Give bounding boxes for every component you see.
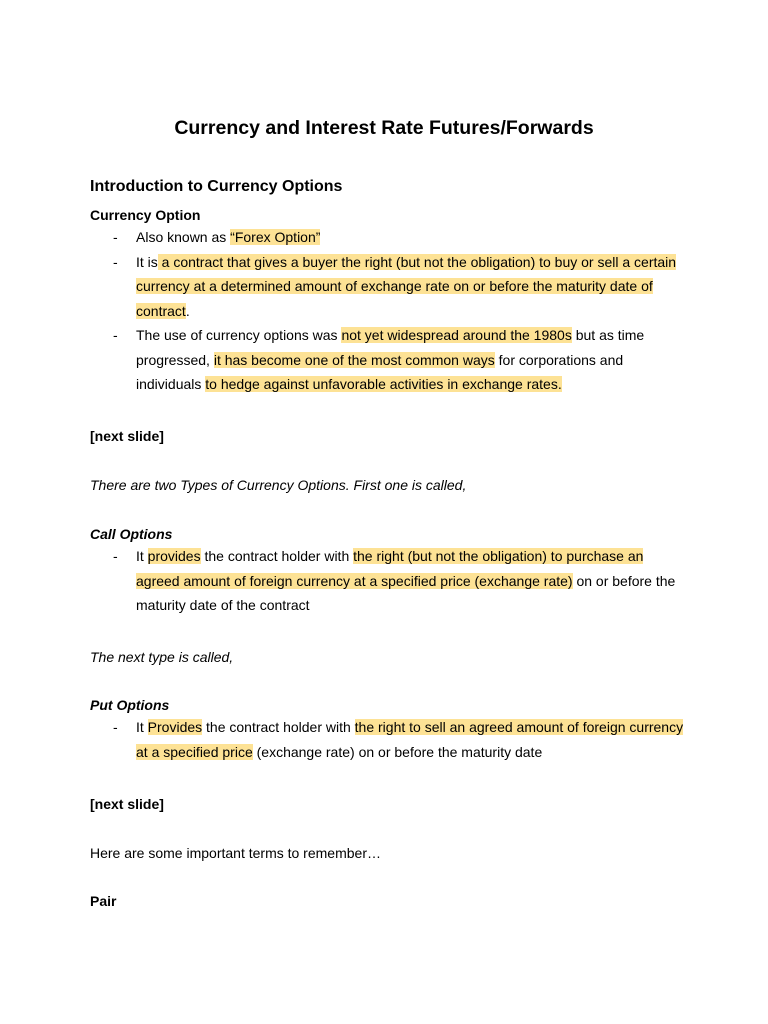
highlighted-text: a contract that gives a buyer the right (but not the obligation) to buy or sell a certain currency at a determined amount of exchange rate on or before the maturity date of contract xyxy=(136,253,677,319)
currency-option-label: Currency Option xyxy=(90,207,201,223)
highlighted-text: not yet widespread around the 1980s xyxy=(341,327,572,343)
highlighted-text: provides xyxy=(147,548,201,564)
highlighted-text: “Forex Option” xyxy=(230,229,321,245)
put-options-label: Put Options xyxy=(90,697,170,713)
call-options-label: Call Options xyxy=(90,526,173,542)
highlighted-text: it has become one of the most common ways xyxy=(213,351,495,368)
call-options-bullets xyxy=(90,544,690,618)
document-title: Currency and Interest Rate Futures/Forwards xyxy=(174,117,594,139)
text-segment: It xyxy=(136,548,148,564)
text-segment: the contract holder with xyxy=(200,548,354,564)
text-segment: Also known as xyxy=(136,229,231,245)
currency-option-bullets xyxy=(90,225,690,397)
next-slide-marker-2: [next slide] xyxy=(90,796,164,812)
text-segment: It is xyxy=(136,253,158,270)
bullet-item xyxy=(90,225,690,250)
terms-line: Here are some important terms to remember… xyxy=(90,845,381,861)
text-segment: It xyxy=(136,719,148,735)
highlighted-text: the right (but not the obligation) to purchase an agreed amount of foreign currency at a specified price (exchange rate) xyxy=(136,548,644,589)
pair-label: Pair xyxy=(90,893,117,909)
text-segment: the contract holder with xyxy=(202,719,355,735)
highlighted-text: to hedge against unfavorable activities in exchange rates. xyxy=(205,376,562,392)
bullet-item xyxy=(90,323,690,397)
text-segment: for corporations and individuals xyxy=(136,351,624,392)
put-options-bullets xyxy=(90,715,690,764)
bullet-item xyxy=(90,715,690,764)
next-type-line: The next type is called, xyxy=(90,649,234,665)
text-segment: but as time progressed, xyxy=(136,327,645,368)
highlighted-text: Provides xyxy=(147,719,203,735)
call-options-section xyxy=(90,524,690,618)
text-segment: . xyxy=(185,302,190,319)
currency-option-section xyxy=(90,205,690,397)
bullet-item xyxy=(90,250,690,324)
text-segment: The use of currency options was xyxy=(136,327,342,343)
text-segment: on or before the maturity date of the contract xyxy=(136,572,676,613)
highlighted-text: the right to sell an agreed amount of foreign currency at a specified price xyxy=(136,719,684,760)
intro-line: There are two Types of Currency Options. First one is called, xyxy=(90,477,467,493)
next-slide-marker-1: [next slide] xyxy=(90,428,164,444)
section-heading: Introduction to Currency Options xyxy=(90,178,343,195)
bullet-item xyxy=(90,544,690,618)
text-segment: (exchange rate) on or before the maturity date xyxy=(252,743,543,760)
put-options-section xyxy=(90,695,690,764)
